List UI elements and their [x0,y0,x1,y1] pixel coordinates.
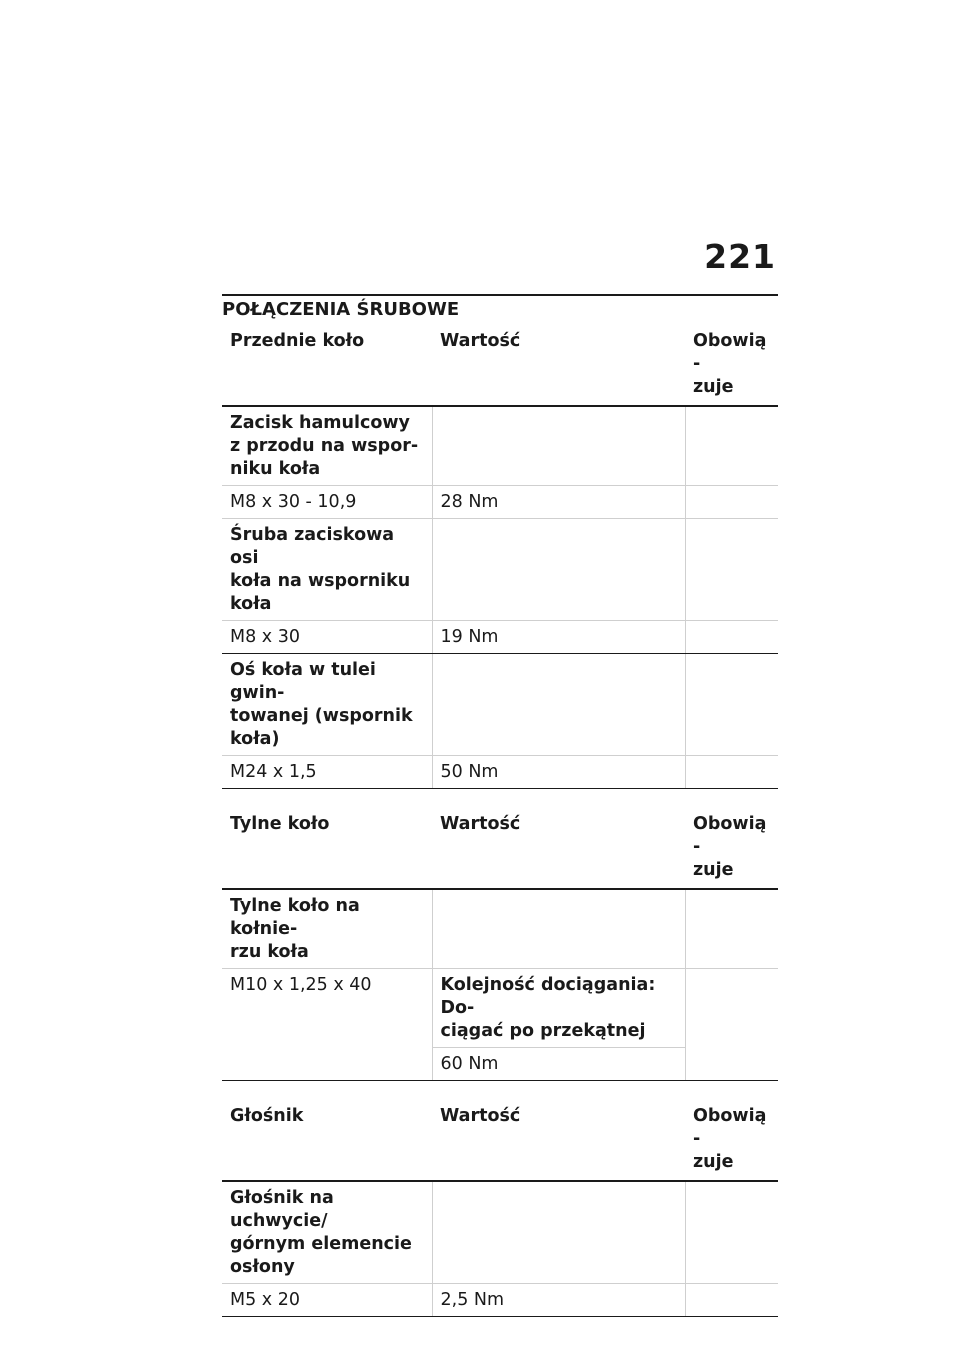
torque-table [222,322,778,1317]
table-row [222,654,778,756]
torque-value: 2,5 Nm [432,1284,685,1317]
section-title: POŁĄCZENIA ŚRUBOWE [222,299,460,320]
torque-value: 19 Nm [432,621,685,654]
table-row [222,621,778,654]
torque-value: 60 Nm [432,1048,685,1081]
bolt-spec: M8 x 30 [222,621,432,654]
speaker-header [222,1081,778,1182]
table-row [222,756,778,789]
bolt-spec: M8 x 30 - 10,9 [222,486,432,519]
torque-value: 50 Nm [432,756,685,789]
component-label: Głośnik na uchwycie/ górnym elemencie osłony [222,1181,432,1284]
page-number: 221 [704,237,776,276]
component-label: Oś koła w tulei gwin- towanej (wspornik koła) [222,654,432,756]
table-row [222,486,778,519]
table-row [222,1284,778,1317]
column-header-component: Tylne koło [222,789,432,890]
bolt-spec: M5 x 20 [222,1284,432,1317]
component-label: Tylne koło na kołnie- rzu koła [222,889,432,969]
document-content [222,294,778,1317]
rear-wheel-header [222,789,778,890]
column-header-applies: Obowią- zuje [685,1081,778,1182]
column-header-value: Wartość [432,1081,685,1182]
column-header-value: Wartość [432,322,685,406]
column-header-applies: Obowią- zuje [685,789,778,890]
bolt-spec: M10 x 1,25 x 40 [222,969,432,1081]
table-row [222,889,778,969]
table-row [222,406,778,486]
column-header-component: Przednie koło [222,322,432,406]
table-row [222,519,778,621]
column-header-applies: Obowią- zuje [685,322,778,406]
bolt-spec: M24 x 1,5 [222,756,432,789]
torque-value: 28 Nm [432,486,685,519]
component-label: Zacisk hamulcowy z przodu na wspor- niku koła [222,406,432,486]
column-header-component: Głośnik [222,1081,432,1182]
column-header-value: Wartość [432,789,685,890]
front-wheel-header [222,322,778,406]
table-row [222,969,778,1048]
table-row [222,1181,778,1284]
component-label: Śruba zaciskowa osi koła na wsporniku koła [222,519,432,621]
tightening-note: Kolejność dociągania: Do- ciągać po przekątnej [432,969,685,1048]
